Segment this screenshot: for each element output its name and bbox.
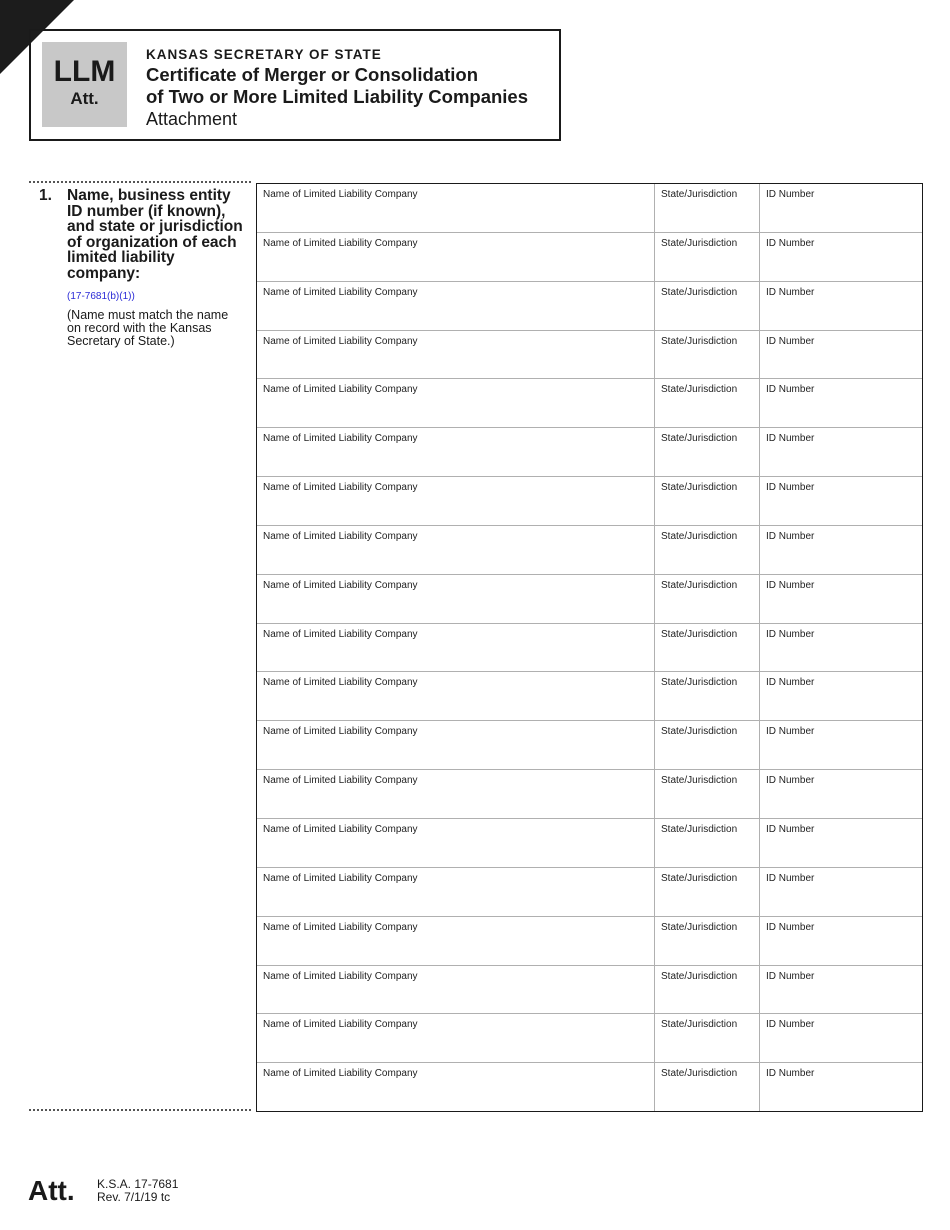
table-row — [257, 721, 922, 770]
llc-name-label: Name of Limited Liability Company — [263, 335, 418, 347]
id-number-label: ID Number — [766, 579, 815, 591]
id-number-field[interactable] — [760, 624, 922, 672]
form-title-line-2: of Two or More Limited Liability Companies — [146, 86, 529, 107]
id-number-field[interactable] — [760, 672, 922, 720]
state-jurisdiction-label: State/Jurisdiction — [661, 482, 738, 494]
llc-name-field[interactable] — [257, 819, 655, 867]
id-number-field[interactable] — [760, 379, 922, 427]
state-jurisdiction-field[interactable] — [655, 1063, 760, 1111]
state-jurisdiction-label: State/Jurisdiction — [661, 775, 738, 787]
state-jurisdiction-label: State/Jurisdiction — [661, 286, 738, 298]
state-jurisdiction-label: State/Jurisdiction — [661, 823, 738, 835]
state-jurisdiction-field[interactable] — [655, 868, 760, 916]
llc-name-label: Name of Limited Liability Company — [263, 677, 418, 689]
state-jurisdiction-label: State/Jurisdiction — [661, 872, 738, 884]
footer-att-mark: Att. — [28, 1175, 75, 1206]
llc-name-label: Name of Limited Liability Company — [263, 384, 418, 396]
state-jurisdiction-field[interactable] — [655, 770, 760, 818]
id-number-field[interactable] — [760, 184, 922, 232]
id-number-field[interactable] — [760, 966, 922, 1014]
table-row — [257, 184, 922, 233]
llc-name-label: Name of Limited Liability Company — [263, 530, 418, 542]
state-jurisdiction-label: State/Jurisdiction — [661, 726, 738, 738]
table-row — [257, 672, 922, 721]
llc-entity-table — [256, 183, 923, 1112]
id-number-field[interactable] — [760, 331, 922, 379]
state-jurisdiction-label: State/Jurisdiction — [661, 970, 738, 982]
id-number-label: ID Number — [766, 482, 815, 494]
id-number-label: ID Number — [766, 970, 815, 982]
item-note: (Name must match the name on record with the Kansas Secretary of State.) — [67, 308, 229, 348]
id-number-field[interactable] — [760, 282, 922, 330]
llc-name-label: Name of Limited Liability Company — [263, 433, 418, 445]
form-header — [29, 29, 561, 141]
table-row — [257, 428, 922, 477]
llc-name-field[interactable] — [257, 526, 655, 574]
llc-name-field[interactable] — [257, 721, 655, 769]
id-number-field[interactable] — [760, 428, 922, 476]
id-number-label: ID Number — [766, 237, 815, 249]
state-jurisdiction-field[interactable] — [655, 233, 760, 281]
table-row — [257, 966, 922, 1015]
llc-name-field[interactable] — [257, 770, 655, 818]
table-row — [257, 917, 922, 966]
id-number-field[interactable] — [760, 770, 922, 818]
state-jurisdiction-field[interactable] — [655, 819, 760, 867]
llc-name-field[interactable] — [257, 917, 655, 965]
table-row — [257, 526, 922, 575]
state-jurisdiction-field[interactable] — [655, 624, 760, 672]
form-code-suffix: Att. — [70, 89, 99, 108]
table-row — [257, 624, 922, 673]
state-jurisdiction-field[interactable] — [655, 966, 760, 1014]
llc-name-field[interactable] — [257, 1063, 655, 1111]
state-jurisdiction-field[interactable] — [655, 917, 760, 965]
id-number-field[interactable] — [760, 477, 922, 525]
id-number-field[interactable] — [760, 917, 922, 965]
id-number-label: ID Number — [766, 1019, 815, 1031]
llc-name-field[interactable] — [257, 282, 655, 330]
state-jurisdiction-field[interactable] — [655, 526, 760, 574]
llc-name-field[interactable] — [257, 1014, 655, 1062]
table-row — [257, 379, 922, 428]
llc-name-label: Name of Limited Liability Company — [263, 286, 418, 298]
state-jurisdiction-field[interactable] — [655, 477, 760, 525]
id-number-label: ID Number — [766, 286, 815, 298]
table-row — [257, 819, 922, 868]
table-row — [257, 477, 922, 526]
state-jurisdiction-label: State/Jurisdiction — [661, 921, 738, 933]
llc-name-label: Name of Limited Liability Company — [263, 579, 418, 591]
llc-name-field[interactable] — [257, 575, 655, 623]
id-number-field[interactable] — [760, 1063, 922, 1111]
form-subtitle: Attachment — [146, 109, 238, 129]
item-number: 1. — [39, 187, 52, 204]
llc-name-field[interactable] — [257, 184, 655, 232]
dotted-divider-top — [29, 181, 251, 183]
state-jurisdiction-label: State/Jurisdiction — [661, 1019, 738, 1031]
llc-name-field[interactable] — [257, 672, 655, 720]
id-number-label: ID Number — [766, 335, 815, 347]
llc-name-field[interactable] — [257, 966, 655, 1014]
llc-name-label: Name of Limited Liability Company — [263, 921, 418, 933]
llc-name-field[interactable] — [257, 379, 655, 427]
table-row — [257, 575, 922, 624]
id-number-label: ID Number — [766, 921, 815, 933]
footer-statute: K.S.A. 17-7681 — [97, 1177, 179, 1191]
id-number-field[interactable] — [760, 233, 922, 281]
id-number-field[interactable] — [760, 721, 922, 769]
id-number-label: ID Number — [766, 872, 815, 884]
llc-name-field[interactable] — [257, 624, 655, 672]
state-jurisdiction-field[interactable] — [655, 282, 760, 330]
state-jurisdiction-field[interactable] — [655, 184, 760, 232]
llc-name-label: Name of Limited Liability Company — [263, 1068, 418, 1080]
state-jurisdiction-field[interactable] — [655, 721, 760, 769]
id-number-label: ID Number — [766, 823, 815, 835]
llc-name-field[interactable] — [257, 331, 655, 379]
id-number-label: ID Number — [766, 384, 815, 396]
id-number-label: ID Number — [766, 1068, 815, 1080]
id-number-label: ID Number — [766, 189, 815, 200]
llc-name-label: Name of Limited Liability Company — [263, 628, 418, 640]
item-heading: Name, business entity ID number (if known), and state or jurisdiction of organization of each limited liability company: — [67, 187, 243, 282]
llc-name-label: Name of Limited Liability Company — [263, 1019, 418, 1031]
dotted-divider-bottom — [29, 1109, 251, 1111]
form-badge — [42, 42, 127, 127]
table-row — [257, 282, 922, 331]
id-number-label: ID Number — [766, 530, 815, 542]
state-jurisdiction-field[interactable] — [655, 575, 760, 623]
state-jurisdiction-label: State/Jurisdiction — [661, 628, 738, 640]
footer-meta — [97, 1178, 178, 1204]
state-jurisdiction-label: State/Jurisdiction — [661, 433, 738, 445]
table-row — [257, 1014, 922, 1063]
llc-name-field[interactable] — [257, 428, 655, 476]
id-number-field[interactable] — [760, 575, 922, 623]
llc-name-label: Name of Limited Liability Company — [263, 823, 418, 835]
form-code: LLM — [53, 55, 116, 88]
llc-name-label: Name of Limited Liability Company — [263, 482, 418, 494]
llc-name-label: Name of Limited Liability Company — [263, 872, 418, 884]
id-number-field[interactable] — [760, 868, 922, 916]
state-jurisdiction-label: State/Jurisdiction — [661, 677, 738, 689]
llc-name-field[interactable] — [257, 868, 655, 916]
table-row — [257, 1063, 922, 1111]
id-number-label: ID Number — [766, 433, 815, 445]
state-jurisdiction-field[interactable] — [655, 1014, 760, 1062]
form-title-line-1: Certificate of Merger or Consolidation — [146, 64, 479, 85]
state-jurisdiction-field[interactable] — [655, 379, 760, 427]
agency-name: KANSAS SECRETARY OF STATE — [146, 47, 382, 62]
state-jurisdiction-label: State/Jurisdiction — [661, 530, 738, 542]
id-number-field[interactable] — [760, 1014, 922, 1062]
llc-name-label: Name of Limited Liability Company — [263, 726, 418, 738]
state-jurisdiction-label: State/Jurisdiction — [661, 1068, 738, 1080]
statute-link[interactable]: (17-7681(b)(1)) — [67, 291, 135, 302]
table-row — [257, 331, 922, 380]
llc-name-label: Name of Limited Liability Company — [263, 189, 418, 200]
id-number-field[interactable] — [760, 819, 922, 867]
state-jurisdiction-label: State/Jurisdiction — [661, 335, 738, 347]
table-row — [257, 233, 922, 282]
llc-name-field[interactable] — [257, 477, 655, 525]
state-jurisdiction-field[interactable] — [655, 672, 760, 720]
footer-revision: Rev. 7/1/19 tc — [97, 1190, 171, 1204]
id-number-label: ID Number — [766, 677, 815, 689]
state-jurisdiction-field[interactable] — [655, 331, 760, 379]
id-number-label: ID Number — [766, 775, 815, 787]
state-jurisdiction-label: State/Jurisdiction — [661, 579, 738, 591]
id-number-label: ID Number — [766, 726, 815, 738]
state-jurisdiction-label: State/Jurisdiction — [661, 384, 738, 396]
llc-name-label: Name of Limited Liability Company — [263, 970, 418, 982]
table-row — [257, 770, 922, 819]
state-jurisdiction-label: State/Jurisdiction — [661, 189, 738, 200]
llc-name-label: Name of Limited Liability Company — [263, 775, 418, 787]
id-number-label: ID Number — [766, 628, 815, 640]
llc-name-label: Name of Limited Liability Company — [263, 237, 418, 249]
state-jurisdiction-label: State/Jurisdiction — [661, 237, 738, 249]
state-jurisdiction-field[interactable] — [655, 428, 760, 476]
table-row — [257, 868, 922, 917]
id-number-field[interactable] — [760, 526, 922, 574]
llc-name-field[interactable] — [257, 233, 655, 281]
